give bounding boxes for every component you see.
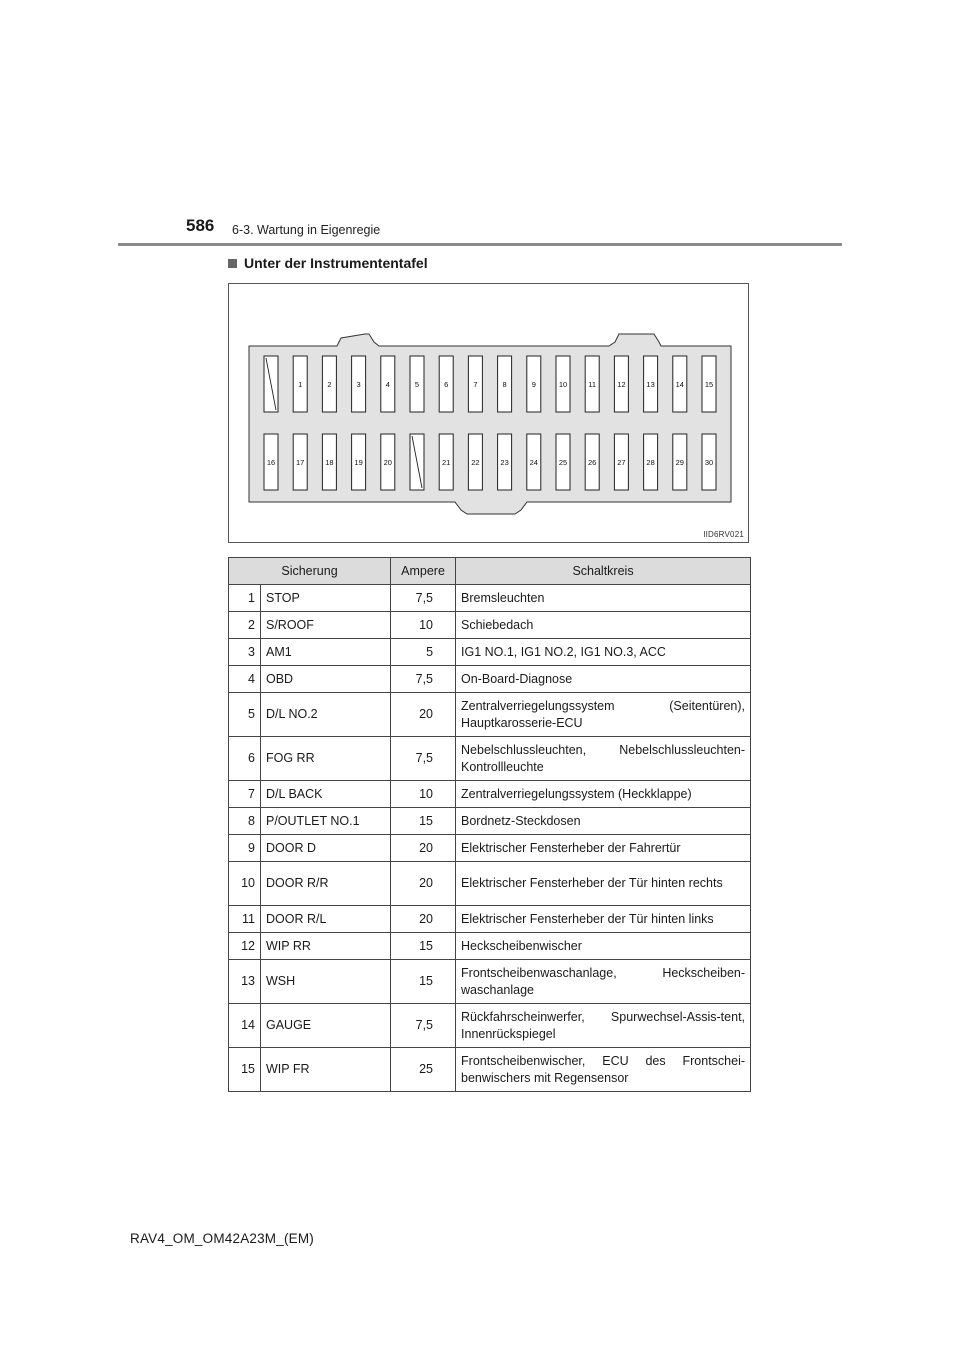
fuse-label: 26 bbox=[588, 458, 597, 467]
fuse-circuit: Schiebedach bbox=[456, 612, 751, 639]
fuse-label: 29 bbox=[675, 458, 684, 467]
fuse-number: 14 bbox=[229, 1004, 261, 1048]
fuse-ampere: 7,5 bbox=[391, 737, 456, 781]
fuse-ampere: 20 bbox=[391, 835, 456, 862]
fuse-ampere: 7,5 bbox=[391, 585, 456, 612]
fuse-circuit: Heckscheibenwischer bbox=[456, 933, 751, 960]
fuse-label: 12 bbox=[617, 380, 626, 389]
fuse-label: 18 bbox=[325, 458, 334, 467]
fuse-ampere: 15 bbox=[391, 933, 456, 960]
fuse-label: 2 bbox=[327, 380, 332, 389]
table-row bbox=[229, 835, 751, 862]
fuse-circuit: Zentralverriegelungssystem (Seitentüren), Hauptkarosserie-ECU bbox=[456, 693, 751, 737]
fuse-ampere: 15 bbox=[391, 808, 456, 835]
fuse-number: 4 bbox=[229, 666, 261, 693]
fuse-label: 28 bbox=[646, 458, 655, 467]
fuse-label: 19 bbox=[354, 458, 363, 467]
fuse-label: 17 bbox=[296, 458, 305, 467]
fuse-ampere: 20 bbox=[391, 862, 456, 906]
fuse-number: 3 bbox=[229, 639, 261, 666]
fuse-name: STOP bbox=[261, 585, 391, 612]
fuse-circuit: Bremsleuchten bbox=[456, 585, 751, 612]
fuse-name: DOOR D bbox=[261, 835, 391, 862]
fuse-box-figure bbox=[228, 283, 749, 543]
fuse-label: 25 bbox=[558, 458, 568, 467]
fuse-circuit: Frontscheibenwischer, ECU des Frontschei-benwischers mit Regensensor bbox=[456, 1048, 751, 1092]
fuse-label: 21 bbox=[442, 458, 451, 467]
fuse-label: 27 bbox=[617, 458, 626, 467]
fuse-box-outline bbox=[249, 334, 731, 514]
fuse-name: WIP RR bbox=[261, 933, 391, 960]
fuse-label: 20 bbox=[383, 458, 392, 467]
fuse-name: D/L BACK bbox=[261, 781, 391, 808]
fuse-label: 10 bbox=[558, 380, 568, 389]
fuse-name: AM1 bbox=[261, 639, 391, 666]
fuse-label: 9 bbox=[531, 380, 536, 389]
table-row bbox=[229, 1004, 751, 1048]
fuse-name: S/ROOF bbox=[261, 612, 391, 639]
table-row bbox=[229, 737, 751, 781]
table-row bbox=[229, 1048, 751, 1092]
fuse-ampere: 10 bbox=[391, 612, 456, 639]
fuse-ampere: 20 bbox=[391, 906, 456, 933]
fuse-number: 12 bbox=[229, 933, 261, 960]
section-title: 6-3. Wartung in Eigenregie bbox=[232, 223, 381, 237]
table-row bbox=[229, 862, 751, 906]
table-row bbox=[229, 612, 751, 639]
fuse-circuit: Elektrischer Fensterheber der Tür hinten rechts bbox=[456, 862, 751, 906]
fuse-name: P/OUTLET NO.1 bbox=[261, 808, 391, 835]
header-ampere: Ampere bbox=[391, 558, 456, 585]
fuse-name: DOOR R/L bbox=[261, 906, 391, 933]
table-row bbox=[229, 933, 751, 960]
fuse-name: WIP FR bbox=[261, 1048, 391, 1092]
fuse-number: 5 bbox=[229, 693, 261, 737]
fuse-circuit: Elektrischer Fensterheber der Fahrertür bbox=[456, 835, 751, 862]
fuse-label: 16 bbox=[266, 458, 276, 467]
fuse-label: 7 bbox=[473, 380, 478, 389]
fuse-circuit: Frontscheibenwaschanlage, Heckscheiben-waschanlage bbox=[456, 960, 751, 1004]
fuse-number: 15 bbox=[229, 1048, 261, 1092]
fuse-circuit: IG1 NO.1, IG1 NO.2, IG1 NO.3, ACC bbox=[456, 639, 751, 666]
square-bullet-icon bbox=[228, 259, 237, 268]
fuse-name: OBD bbox=[261, 666, 391, 693]
fuse-circuit: Zentralverriegelungssystem (Heckklappe) bbox=[456, 781, 751, 808]
table-row bbox=[229, 693, 751, 737]
fuse-label: 1 bbox=[298, 380, 303, 389]
fuse-label: 23 bbox=[500, 458, 509, 467]
fuse-name: D/L NO.2 bbox=[261, 693, 391, 737]
header-sicherung: Sicherung bbox=[229, 558, 391, 585]
fuse-circuit: Elektrischer Fensterheber der Tür hinten links bbox=[456, 906, 751, 933]
fuse-label: 5 bbox=[414, 380, 420, 389]
fuse-table bbox=[228, 557, 751, 1092]
fuse-ampere: 5 bbox=[391, 639, 456, 666]
fuse-ampere: 25 bbox=[391, 1048, 456, 1092]
page-number: 586 bbox=[186, 216, 215, 235]
fuse-number: 8 bbox=[229, 808, 261, 835]
fuse-label: 30 bbox=[704, 458, 714, 467]
fuse-number: 9 bbox=[229, 835, 261, 862]
fuse-number: 6 bbox=[229, 737, 261, 781]
table-row bbox=[229, 639, 751, 666]
fuse-ampere: 7,5 bbox=[391, 666, 456, 693]
table-row bbox=[229, 666, 751, 693]
fuse-label: 3 bbox=[356, 380, 361, 389]
subsection-title: Unter der Instrumententafel bbox=[244, 255, 428, 271]
fuse-label: 4 bbox=[385, 380, 390, 389]
fuse-label: 13 bbox=[646, 380, 655, 389]
fuse-number: 13 bbox=[229, 960, 261, 1004]
subsection-heading bbox=[228, 256, 428, 270]
fuse-label: 22 bbox=[471, 458, 480, 467]
fuse-number: 2 bbox=[229, 612, 261, 639]
fuse-ampere: 10 bbox=[391, 781, 456, 808]
fuse-circuit: Bordnetz-Steckdosen bbox=[456, 808, 751, 835]
fuse-ampere: 15 bbox=[391, 960, 456, 1004]
table-row bbox=[229, 585, 751, 612]
fuse-name: DOOR R/R bbox=[261, 862, 391, 906]
fuse-label: 14 bbox=[675, 380, 684, 389]
table-row bbox=[229, 808, 751, 835]
header-rule bbox=[118, 243, 842, 246]
header-schaltkreis: Schaltkreis bbox=[456, 558, 751, 585]
table-row bbox=[229, 960, 751, 1004]
fuse-ampere: 7,5 bbox=[391, 1004, 456, 1048]
fuse-ampere: 20 bbox=[391, 693, 456, 737]
table-header-row bbox=[229, 558, 751, 585]
fuse-name: GAUGE bbox=[261, 1004, 391, 1048]
fuse-label: 8 bbox=[502, 380, 507, 389]
fuse-number: 7 bbox=[229, 781, 261, 808]
fuse-circuit: On-Board-Diagnose bbox=[456, 666, 751, 693]
fuse-number: 10 bbox=[229, 862, 261, 906]
fuse-number: 1 bbox=[229, 585, 261, 612]
table-row bbox=[229, 781, 751, 808]
figure-code: IID6RV021 bbox=[703, 530, 744, 539]
fuse-label: 11 bbox=[588, 380, 597, 389]
fuse-name: FOG RR bbox=[261, 737, 391, 781]
fuse-label: 24 bbox=[529, 458, 538, 467]
fuse-circuit: Rückfahrscheinwerfer, Spurwechsel-Assis-tent, Innenrückspiegel bbox=[456, 1004, 751, 1048]
table-row bbox=[229, 906, 751, 933]
footer-doc-code: RAV4_OM_OM42A23M_(EM) bbox=[130, 1231, 315, 1246]
fuse-circuit: Nebelschlussleuchten, Nebelschlussleuchten-Kontrollleuchte bbox=[456, 737, 751, 781]
fuse-name: WSH bbox=[261, 960, 391, 1004]
fuse-label: 15 bbox=[704, 380, 714, 389]
fuse-box-diagram bbox=[229, 284, 748, 542]
fuse-label: 6 bbox=[444, 380, 449, 389]
fuse-number: 11 bbox=[229, 906, 261, 933]
